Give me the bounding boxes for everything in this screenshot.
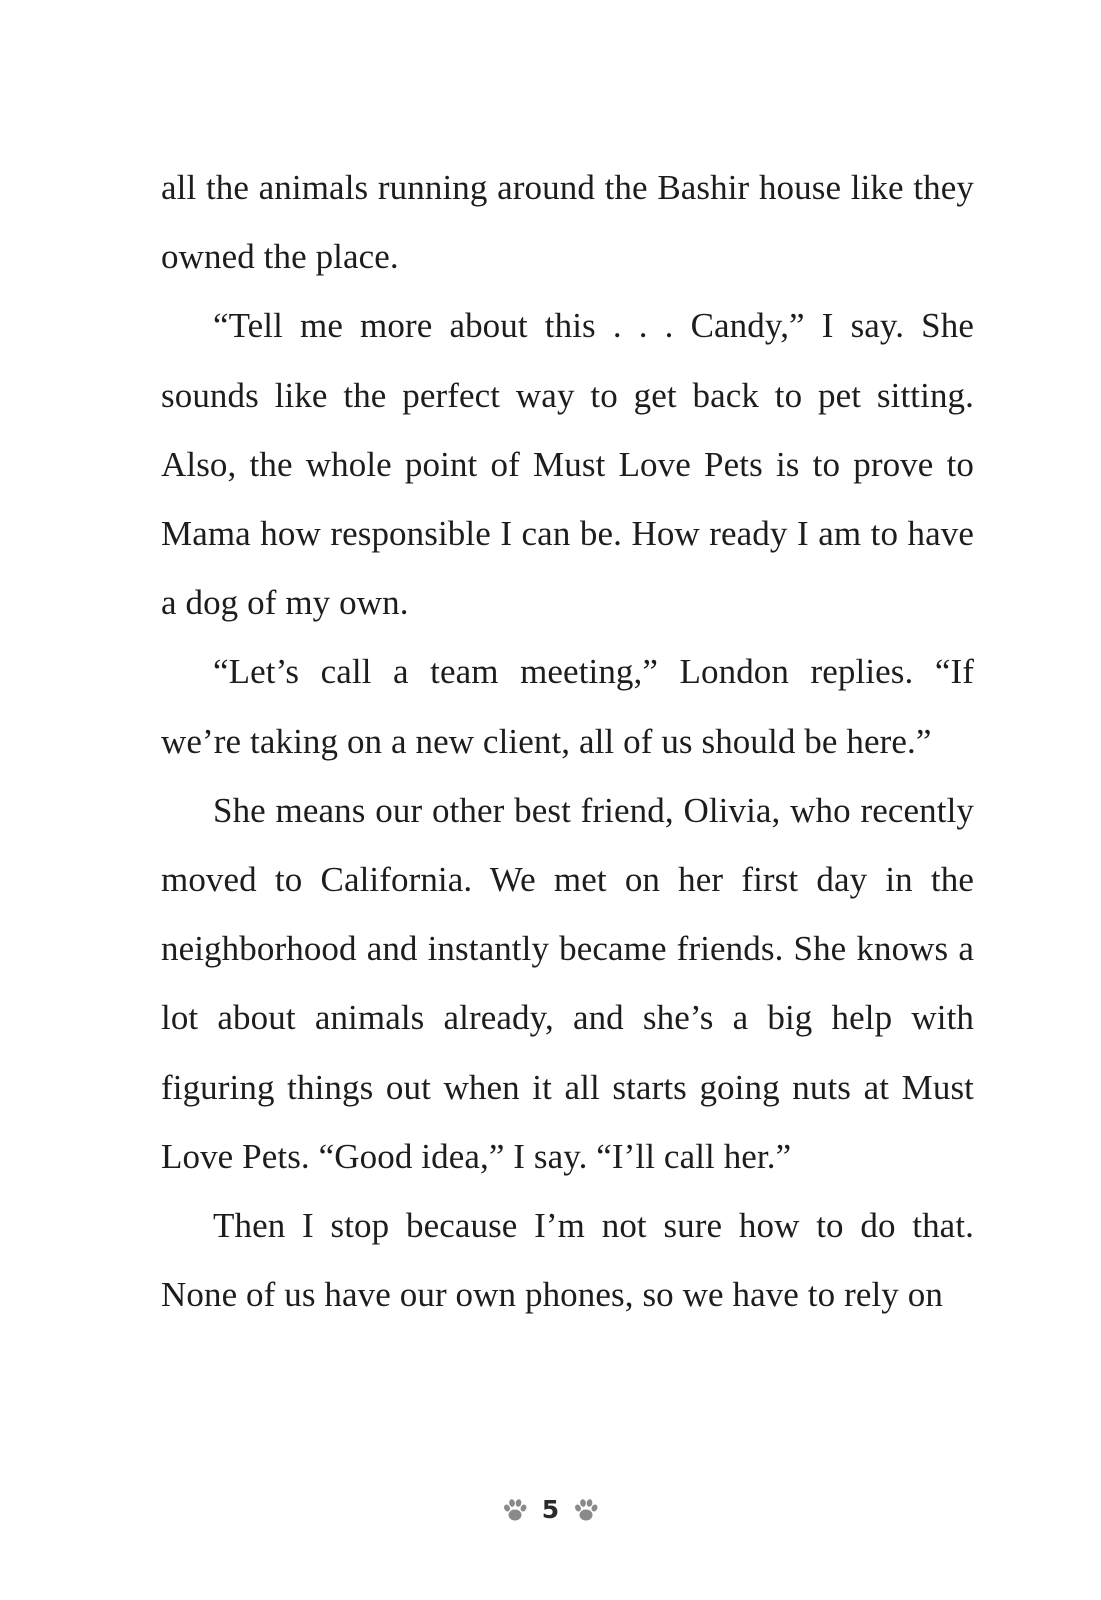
paw-print-icon <box>571 1495 601 1525</box>
page-number: 5 <box>541 1495 560 1524</box>
paw-print-icon <box>500 1495 530 1525</box>
body-text <box>161 153 974 1329</box>
paragraph-continuation: all the animals running around the Bashir house like they owned the place. <box>161 168 974 277</box>
page-footer <box>0 1495 1101 1525</box>
paragraph: “Tell me more about this . . . Candy,” I say. She sounds like the perfect way to get back to pet sitting. Also, the whole point of Must Love Pets is to prove to Mama how responsible I can be. How ready I am to have a dog of my own. <box>161 306 974 623</box>
paragraph: She means our other best friend, Olivia, who recently moved to California. We met on her first day in the neighborhood and instantly became friends. She knows a lot about animals already, and she’s a big help with figuring things out when it all starts going nuts at Must Love Pets. “Good idea,” I say. “I’ll call her.” <box>161 790 974 1176</box>
paragraph: Then I stop because I’m not sure how to do that. None of us have our own phones, so we have to rely on <box>161 1206 974 1315</box>
paragraph: “Let’s call a team meeting,” London replies. “If we’re taking on a new client, all of us should be here.” <box>161 652 974 761</box>
